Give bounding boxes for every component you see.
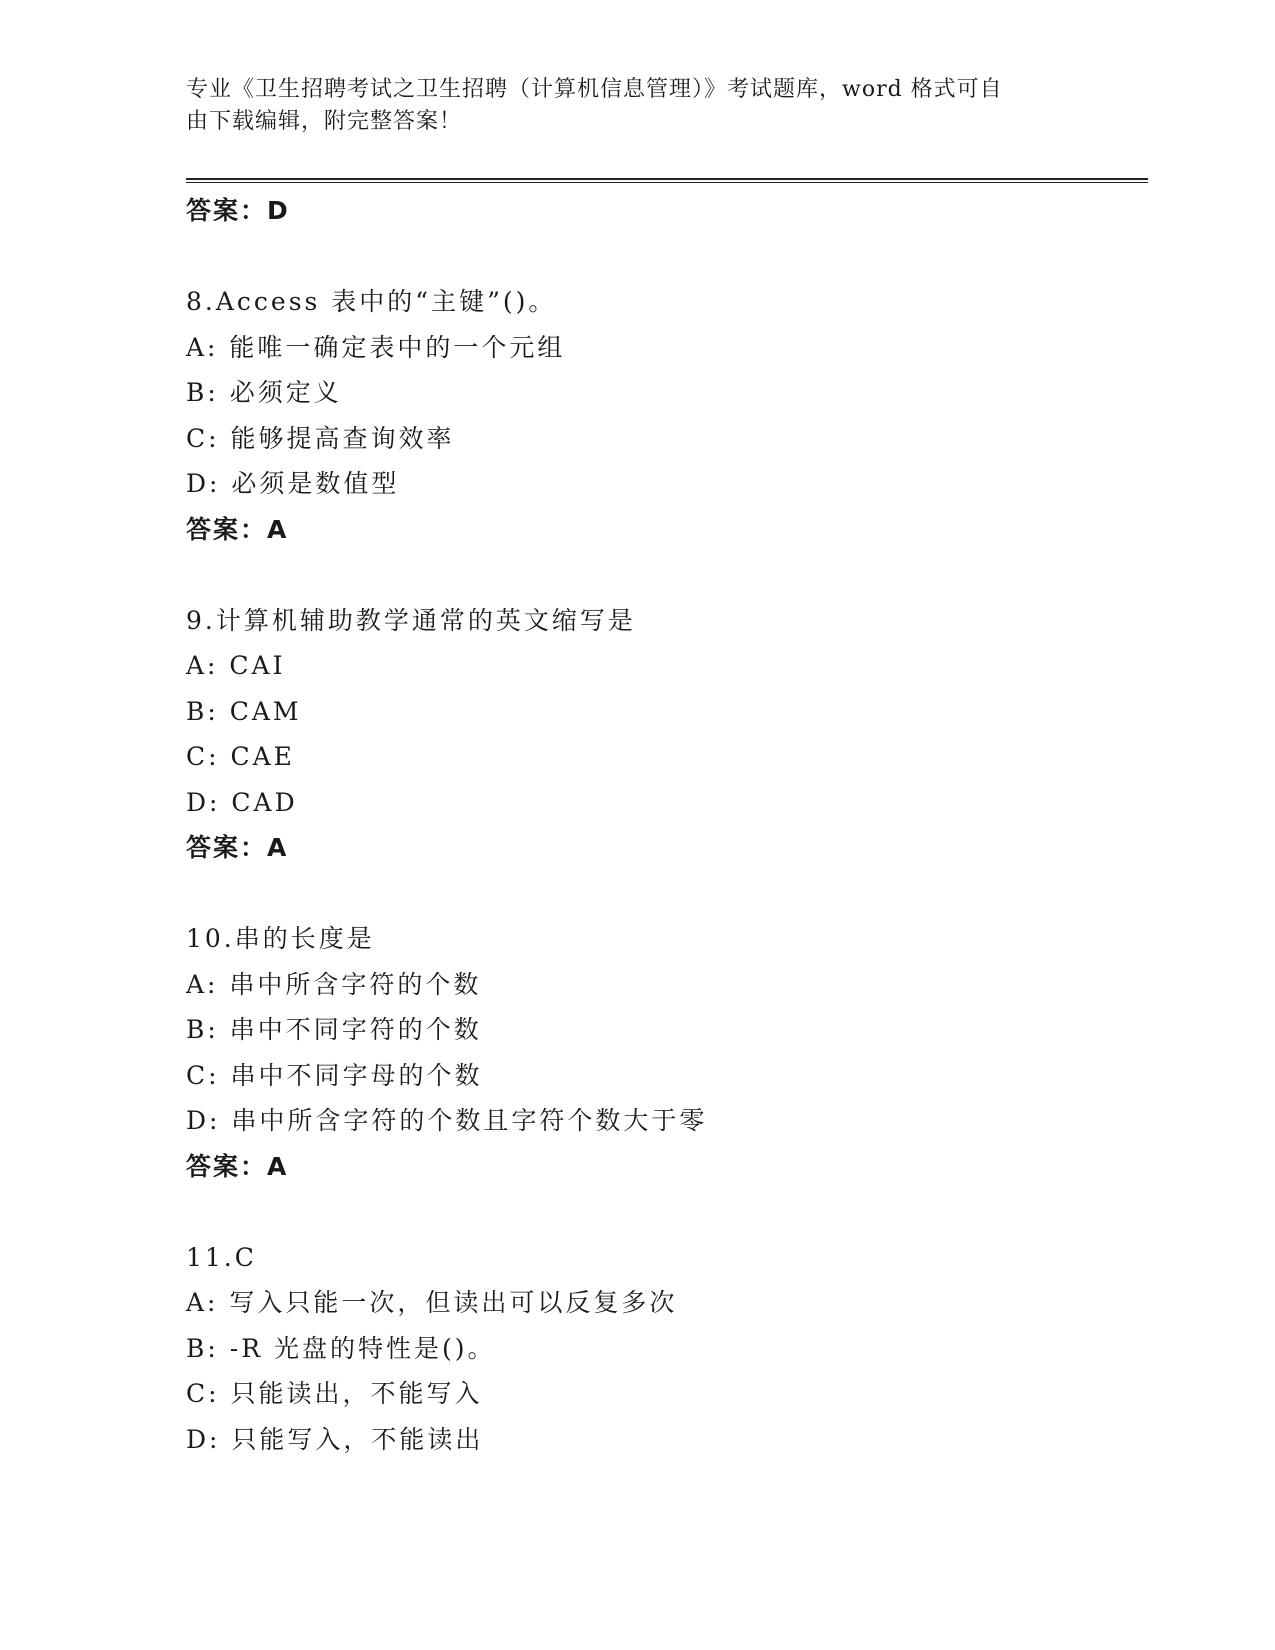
question-stem: 10.串的长度是: [186, 924, 375, 953]
option-c: C: CAE: [186, 742, 295, 771]
answer-line: 答案：A: [186, 833, 289, 862]
answer-line: 答案：D: [186, 196, 290, 225]
question-11: [186, 1235, 1146, 1463]
option-a: A: 串中所含字符的个数: [186, 969, 482, 999]
option-d: D: 串中所含字符的个数且字符个数大于零: [186, 1106, 708, 1135]
option-d: D: 必须是数值型: [186, 469, 400, 498]
option-b: B: -R 光盘的特性是()。: [186, 1333, 496, 1363]
question-8: [186, 279, 1146, 552]
option-a: A: CAI: [186, 651, 286, 680]
option-c: C: 串中不同字母的个数: [186, 1060, 483, 1090]
header-divider: [186, 178, 1148, 183]
option-b: B: CAM: [186, 696, 302, 726]
option-b: B: 必须定义: [186, 378, 342, 407]
option-d: D: CAD: [186, 787, 298, 817]
question-list: [186, 188, 1146, 1462]
option-b: B: 串中不同字符的个数: [186, 1015, 482, 1044]
option-c: C: 只能读出，不能写入: [186, 1379, 483, 1408]
question-stem: 9.计算机辅助教学通常的英文缩写是: [186, 605, 636, 635]
option-a: A: 写入只能一次，但读出可以反复多次: [186, 1288, 678, 1317]
document-header: [186, 74, 1086, 138]
question-10: [186, 916, 1146, 1189]
spacer: [186, 234, 1146, 280]
option-c: C: 能够提高查询效率: [186, 423, 455, 453]
header-line-2: 由下载编辑，附完整答案！: [186, 109, 463, 134]
spacer: [186, 1189, 1146, 1235]
option-a: A: 能唯一确定表中的一个元组: [186, 332, 566, 362]
answer-line: 答案：A: [186, 1151, 289, 1181]
option-d: D: 只能写入，不能读出: [186, 1424, 484, 1454]
spacer: [186, 552, 1146, 598]
question-stem: 11.C: [186, 1242, 257, 1272]
question-stem: 8.Access 表中的“主键”()。: [186, 287, 557, 316]
answer-line: 答案：A: [186, 514, 289, 544]
header-line-1: 专业《卫生招聘考试之卫生招聘（计算机信息管理）》考试题库，word 格式可自: [186, 77, 1003, 102]
question-9: [186, 598, 1146, 871]
spacer: [186, 871, 1146, 917]
